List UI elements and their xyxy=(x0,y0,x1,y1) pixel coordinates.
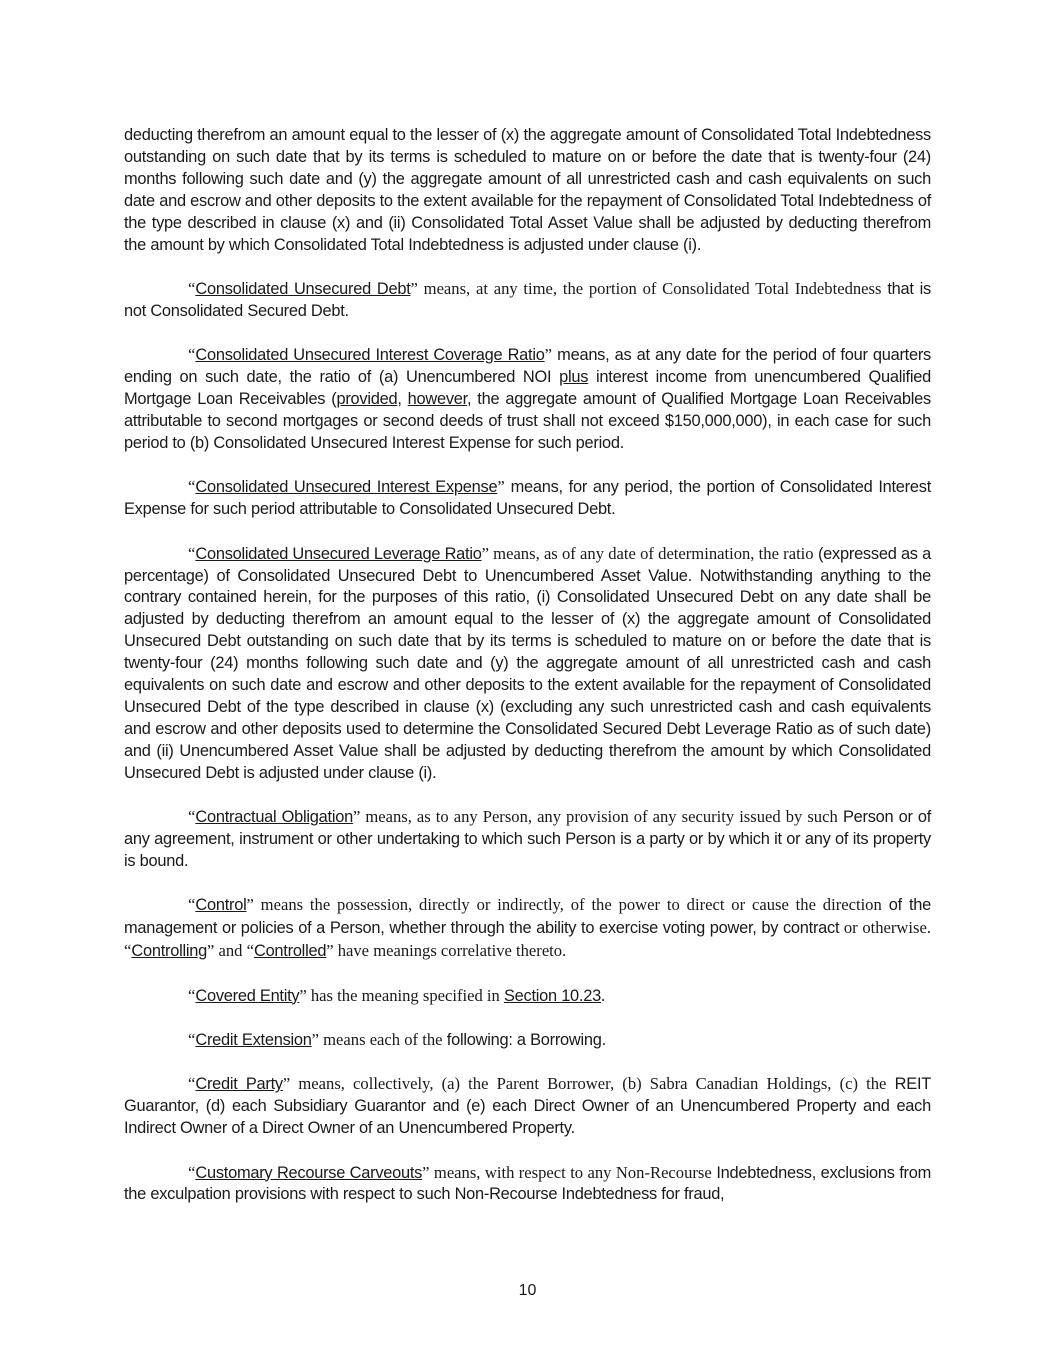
definition-customary-recourse-carveouts: “Customary Recourse Carveouts” means, with respect to any Non-Recourse Indebtedness, exclusions from the exculpation provisions with respect to such Non-Recourse Indebtedness for fraud, xyxy=(124,1162,932,1204)
defined-term: Customary Recourse Carveouts xyxy=(195,1163,423,1182)
defined-term: Controlled xyxy=(253,942,327,961)
document-page xyxy=(124,125,931,1228)
defined-term: Consolidated Unsecured Leverage Ratio xyxy=(195,544,482,563)
defined-term: Controlling xyxy=(131,942,207,961)
section-reference-link[interactable]: Section 10.23 xyxy=(503,986,601,1005)
defined-term: Consolidated Unsecured Interest Coverage Ratio xyxy=(195,346,545,365)
definition-credit-extension: “Credit Extension” means each of the following: a Borrowing. xyxy=(188,1029,606,1049)
defined-term: Consolidated Unsecured Interest Expense xyxy=(195,478,498,497)
definition-control: “Control” means the possession, directly or indirectly, of the power to direct or cause the direction of the management or policies of a Person, whether through the ability to exercise voting power, by contract or otherwise. “Controlling” and “Controlled” have meanings correlative thereto. xyxy=(124,895,932,961)
definition-contractual-obligation: “Contractual Obligation” means, as to any Person, any provision of any security issued by such Person or of any agreement, instrument or other undertaking to which such Person is a party or by which it or any of its property is bound. xyxy=(124,807,932,870)
defined-term: Contractual Obligation xyxy=(195,808,353,827)
page-number: 10 xyxy=(518,1282,537,1299)
definition-covered-entity: “Covered Entity” has the meaning specified in Section 10.23. xyxy=(188,985,606,1005)
defined-term: Consolidated Unsecured Debt xyxy=(195,279,411,298)
defined-term: Control xyxy=(195,896,247,915)
paragraph-continuation: deducting therefrom an amount equal to the lesser of (x) the aggregate amount of Consolidated Total Indebtedness outstanding on such date that by its terms is scheduled to mature on or before the date that is twenty-four (24) months following such date and (y) the aggregate amount of all unrestricted cash and cash equivalents on such date and escrow and other deposits to the extent available for the repayment of Consolidated Total Indebtedness of the type described in clause (x) and (ii) Consolidated Total Asset Value shall be adjusted by deducting therefrom the amount by which Consolidated Total Indebtedness is adjusted under clause (i). xyxy=(124,126,931,254)
definition-consolidated-unsecured-debt: “Consolidated Unsecured Debt” means, at any time, the portion of Consolidated Total Indebtedness that is not Consolidated Secured Debt. xyxy=(124,278,931,320)
definition-consolidated-unsecured-interest-expense: “Consolidated Unsecured Interest Expense” means, for any period, the portion of Consolidated Interest Expense for such period attributable to Consolidated Unsecured Debt. xyxy=(124,477,931,519)
definition-consolidated-unsecured-interest-coverage-ratio: “Consolidated Unsecured Interest Coverage Ratio” means, as at any date for the period of four quarters ending on such date, the ratio of (a) Unencumbered NOI plus interest income from unencumbered Qualified Mortgage Loan Receivables (provided, however, the aggregate amount of Qualified Mortgage Loan Receivables attributable to second mortgages or second deeds of trust shall not exceed $150,000,000), in each case for such period to (b) Consolidated Unsecured Interest Expense for such period. xyxy=(124,345,931,452)
defined-term: Credit Extension xyxy=(195,1030,312,1049)
defined-term: Credit Party xyxy=(195,1075,283,1094)
definition-consolidated-unsecured-leverage-ratio: “Consolidated Unsecured Leverage Ratio” means, as of any date of determination, the ratio (expressed as a percentage) of Consolidated Unsecured Debt to Unencumbered Asset Value. Notwithstanding anything to the contrary contained herein, for the purposes of this ratio, (i) Consolidated Unsecured Debt on any date shall be adjusted by deducting therefrom an amount equal to the lesser of (x) the aggregate amount of Consolidated Unsecured Debt outstanding on such date that by its terms is scheduled to mature on or before the date that is twenty-four (24) months following such date and (y) the aggregate amount of all unrestricted cash and cash equivalents on such date and escrow and other deposits to the extent available for the repayment of Consolidated Unsecured Debt of the type described in clause (x) (excluding any such unrestricted cash and cash equivalents and escrow and other deposits used to determine the Consolidated Secured Debt Leverage Ratio as of such date) and (ii) Unencumbered Asset Value shall be adjusted by deducting therefrom the amount by which Consolidated Unsecured Debt is adjusted under clause (i). xyxy=(124,543,932,782)
defined-term: Covered Entity xyxy=(195,986,300,1005)
definition-credit-party: “Credit Party” means, collectively, (a) the Parent Borrower, (b) Sabra Canadian Holdings, (c) the REIT Guarantor, (d) each Subsidiary Guarantor and (e) each Direct Owner of an Unencumbered Property and each Indirect Owner of a Direct Owner of an Unencumbered Property. xyxy=(124,1074,932,1138)
